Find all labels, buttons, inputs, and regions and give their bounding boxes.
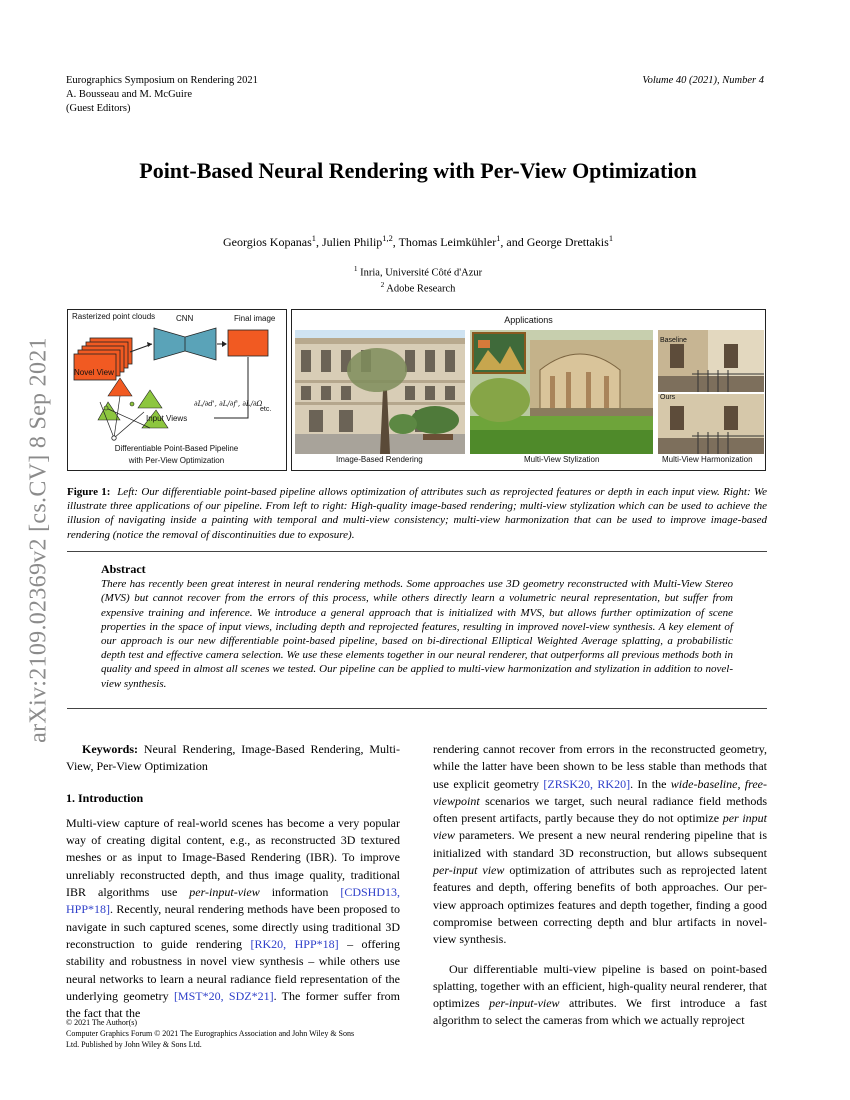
label-baseline: Baseline	[660, 337, 687, 344]
header-editors: A. Bousseau and M. McGuire	[66, 89, 192, 100]
column-left	[66, 741, 400, 1022]
journal-header	[66, 74, 258, 116]
affiliation: $^2$ Adobe Research	[380, 280, 456, 295]
photo-harmonization-ours	[658, 394, 764, 454]
paper-title: Point-Based Neural Rendering with Per-View Optimization	[139, 158, 697, 183]
label-final-image: Final image	[234, 314, 276, 323]
label-gradients: ∂L/∂d', ∂L/∂f', ∂L/∂Ω	[194, 400, 263, 408]
intro-paragraph: Multi-view capture of real-world scenes has become a very popular way of creating digital content, e.g., as reconstructed 3D textured meshes or as input to Image-Based Rendering (IBR). To improve unreliably reconstructed depth, and thus image quality, traditional IBR algorithms use per-input-view information [CDSHD13, HPP*18]. Recently, neural rendering methods have been proposed to navigate in such captured scenes, some directly using traditional 3D reconstruction to guide rendering [RK20, HPP*18] – offering stability and robustness in novel view synthesis – while others use neural networks to learn a neural radiance field representation of the underlying geometry [MST*20, SDZ*21]. The former suffer from the fact that the	[66, 815, 401, 1021]
abstract-body: There has recently been great interest in neural rendering methods. Some approaches use 3D geometry reconstructed with Multi-View Stereo (MVS) but cannot recover from the errors of this process, while others directly learn a volumetric neural representation, but suffer from expensive training and inference. We introduce a general approach that is initialized with MVS, but allows further optimization of scene properties in the space of input views, including depth and reprojected features, resulting in improved novel-view synthesis. A key element of our approach is our new differentiable point-based pipeline, based on bi-directional Elliptical Weighted Average splatting, a probabilistic depth test and effective camera selection. We use these elements together in our neural renderer, that outperforms all previous methods both in quality and speed in almost all scenes we tested. Our pipeline can be applied to multi-view harmonization and stylization in addition to novel-view synthesis.	[101, 578, 733, 690]
label-input-views: Input Views	[146, 414, 188, 423]
section-heading-introduction: 1. Introduction	[66, 790, 144, 805]
author-list: Georgios Kopanas$^1$, Julien Philip$^{1,2}$, Thomas Leimkühler$^1$, and George Drettakis$^1$	[223, 234, 613, 249]
figure-applications-panel	[291, 309, 766, 471]
author: Julien Philip	[321, 235, 383, 249]
label-novel-view: Novel View	[74, 368, 114, 377]
author: Georgios Kopanas	[223, 235, 312, 249]
citation-link[interactable]: [RK20, HPP*18]	[250, 936, 339, 951]
abstract-bottom-rule	[67, 708, 767, 709]
citation-link[interactable]: [CDSHD13, HPP*18]	[66, 885, 401, 917]
label-applications: Applications	[504, 315, 553, 325]
header-volume: Volume 40 (2021), Number 4	[642, 75, 764, 86]
header-editors-role: (Guest Editors)	[66, 103, 131, 114]
label-rasterized-point-clouds: Rasterized point clouds	[72, 312, 156, 321]
intro-paragraph: Our differentiable multi-view pipeline is based on point-based splatting, together with an efficient, high-quality neural renderer, that optimizes per-input-view attributes. We first introduce a fast algorithm to select the cameras from which we actually reproject	[433, 961, 767, 1028]
abstract-title: Abstract	[101, 562, 146, 576]
caption-text: Left: Our differentiable point-based pipeline allows optimization of attributes such as reprojected features or depth in each input view. Right: We illustrate three applications of our pipeline. From left to right: High-quality image-based rendering; multi-view stylization which can be used to achieve the illusion of navigating inside a painting with temporal and multi-view consistency; multi-view harmonization that can be used to improve image-based rendering (notice the removal of discontinuities due to exposure).	[67, 486, 768, 541]
header-venue: Eurographics Symposium on Rendering 2021	[66, 75, 258, 86]
label-ours: Ours	[660, 394, 676, 401]
copyright-footer: © 2021 The Author(s) Computer Graphics Forum © 2021 The Eurographics Association and John Wiley & Sons Ltd. Published by John Wiley & Sons Ltd.	[66, 1018, 355, 1049]
label-pipeline-line1: Differentiable Point-Based Pipeline	[114, 444, 239, 453]
label-image-based-rendering: Image-Based Rendering	[336, 455, 423, 464]
label-pipeline-line2: with Per-View Optimization	[128, 456, 225, 465]
abstract	[101, 562, 733, 691]
figure-pipeline-panel	[67, 309, 287, 471]
column-right	[433, 741, 767, 1030]
arxiv-id: arXiv:2109.02369v2 [cs.CV] 8 Sep 2021	[25, 337, 52, 743]
figure-caption	[67, 485, 767, 542]
affiliation: $^1$ Inria, Université Côté d'Azur	[353, 264, 483, 279]
label-etc: etc.	[260, 406, 272, 413]
label-multi-view-harmonization: Multi-View Harmonization	[662, 455, 753, 464]
photo-multi-view-stylization	[470, 330, 653, 454]
arxiv-stamp	[4, 300, 74, 780]
caption-label: Figure 1:	[67, 486, 111, 498]
author: George Drettakis	[526, 235, 609, 249]
citation-link[interactable]: [ZRSK20, RK20]	[543, 776, 631, 791]
label-multi-view-stylization: Multi-View Stylization	[524, 455, 600, 464]
abstract-top-rule	[67, 551, 767, 552]
photo-image-based-rendering	[295, 330, 465, 454]
intro-paragraph: rendering cannot recover from errors in the reconstructed geometry, while the latter have been shown to be less stable than methods that use explicit geometry [ZRSK20, RK20]. In the wide-baseline, free-viewpoint scenarios we target, such neural radiance field methods often present artifacts, partly because they do not optimize per input view parameters. We present a new neural rendering pipeline that is initialized with standard 3D reconstruction, but allows subsequent per-input view optimization of attributes such as reprojected latent features and depth, offering benefits of both approaches. Our per-view approach optimizes features and depth together, finding a good compromise between correcting depth and blur artifacts in novel-view synthesis.	[433, 742, 768, 947]
author: Thomas Leimkühler	[398, 235, 497, 249]
keywords: Keywords: Neural Rendering, Image-Based Rendering, Multi-View, Per-View Optimization	[66, 742, 401, 774]
citation-link[interactable]: [MST*20, SDZ*21]	[173, 988, 274, 1003]
label-cnn: CNN	[176, 314, 194, 323]
